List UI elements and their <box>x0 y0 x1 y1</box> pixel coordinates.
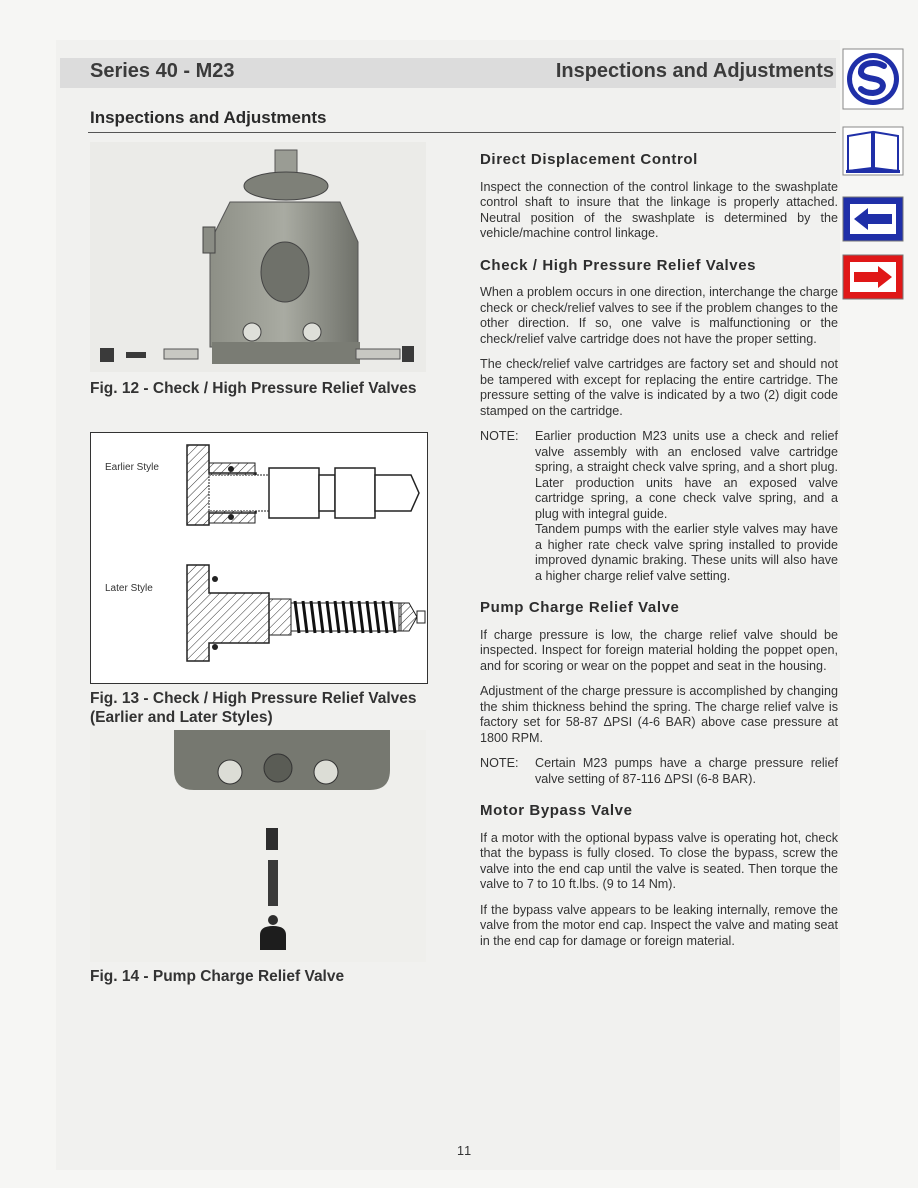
ddc-paragraph-1: Inspect the connection of the control linkage to the swashplate control shaft to insure that the linkage is properly attached. Neutral position of the swashplate is determined by the vehicle/machine control linkage. <box>480 179 838 240</box>
fig14-charge-relief-photo <box>90 730 426 962</box>
company-logo-icon[interactable] <box>842 48 904 110</box>
pcr-heading: Pump Charge Relief Valve <box>480 599 680 616</box>
earlier-style-label: Earlier Style <box>105 462 159 473</box>
chk-heading: Check / High Pressure Relief Valves <box>480 256 757 274</box>
fig13-caption: Fig. 13 - Check / High Pressure Relief Valves (Earlier and Later Styles) <box>90 690 417 726</box>
mbv-paragraph-1: If a motor with the optional bypass valve is operating hot, check that the bypass is fully closed. To close the bypass, screw the valve into the end cap until the valve is seated. Then torque the valve to 7 to 10 ft.lbs. (9 to 14 Nm). <box>480 830 838 891</box>
chk-paragraph-2: The check/relief valve cartridges are factory set and should not be tampered with except for replacing the entire cartridge. The pressure setting of the valve is indicated by a two (2) digit code stamped on the cartridge. <box>480 357 838 418</box>
mbv-paragraph-2: If the bypass valve appears to be leaking internally, remove the valve from the motor end cap. Inspect the valve and mating seat in the end cap for damage or foreign material. <box>480 902 838 948</box>
chk-note-label: NOTE: <box>480 429 519 443</box>
header-series: Series 40 - M23 <box>90 60 235 82</box>
fig12-pump-photo <box>90 142 426 372</box>
pcr-paragraph-2: Adjustment of the charge pressure is accomplished by changing the shim thickness behind the spring. The charge relief valve is factory set for 58-87 ΔPSI (4-6 BAR) above case pressure at 1800 RPM. <box>480 684 838 745</box>
page-title: Inspections and Adjustments <box>90 108 327 127</box>
chk-paragraph-1: When a problem occurs in one direction, interchange the charge check or check/relief valves to see if the problem changes to the other direction. If so, one valve is malfunctioning or the check/relief valve cartridge does not have the proper setting. <box>480 285 838 346</box>
pcr-note-label: NOTE: <box>480 756 519 770</box>
title-divider <box>88 132 836 133</box>
pcr-paragraph-1: If charge pressure is low, the charge relief valve should be inspected. Inspect for foreign material holding the poppet open, and for scoring or wear on the poppet and seat in the housing. <box>480 627 838 673</box>
fig14-caption: Fig. 14 - Pump Charge Relief Valve <box>90 968 345 985</box>
right-arrow-icon[interactable] <box>842 254 904 300</box>
mbv-heading: Motor Bypass Valve <box>480 802 633 819</box>
page-number: 11 <box>457 1144 473 1158</box>
open-book-icon[interactable] <box>842 126 904 176</box>
ddc-heading: Direct Displacement Control <box>480 151 698 168</box>
pcr-note-paragraph-1: Certain M23 pumps have a charge pressure relief valve setting of 87-116 ΔPSI (6-8 BAR). <box>535 756 838 786</box>
left-arrow-icon[interactable] <box>842 196 904 242</box>
chk-note-paragraph-1: Earlier production M23 units use a check and relief valve assembly with an enclosed valve cartridge spring, a straight check valve spring, and a short plug. Later production units have an exposed valve cartridge spring, a cone check valve spring, and a plug with integral guide. <box>535 429 838 521</box>
text-column <box>480 152 838 959</box>
header-section: Inspections and Adjustments <box>555 60 834 82</box>
chk-note-paragraph-2: Tandem pumps with the earlier style valves may have a higher rate check valve spring installed to provide improved dynamic braking. These units will also have a higher charge relief valve setting. <box>535 522 838 583</box>
fig12-caption: Fig. 12 - Check / High Pressure Relief Valves <box>90 380 417 397</box>
chk-note <box>480 429 838 584</box>
later-style-label: Later Style <box>105 583 153 594</box>
pcr-note <box>480 756 838 787</box>
fig13-drawing <box>90 432 428 684</box>
